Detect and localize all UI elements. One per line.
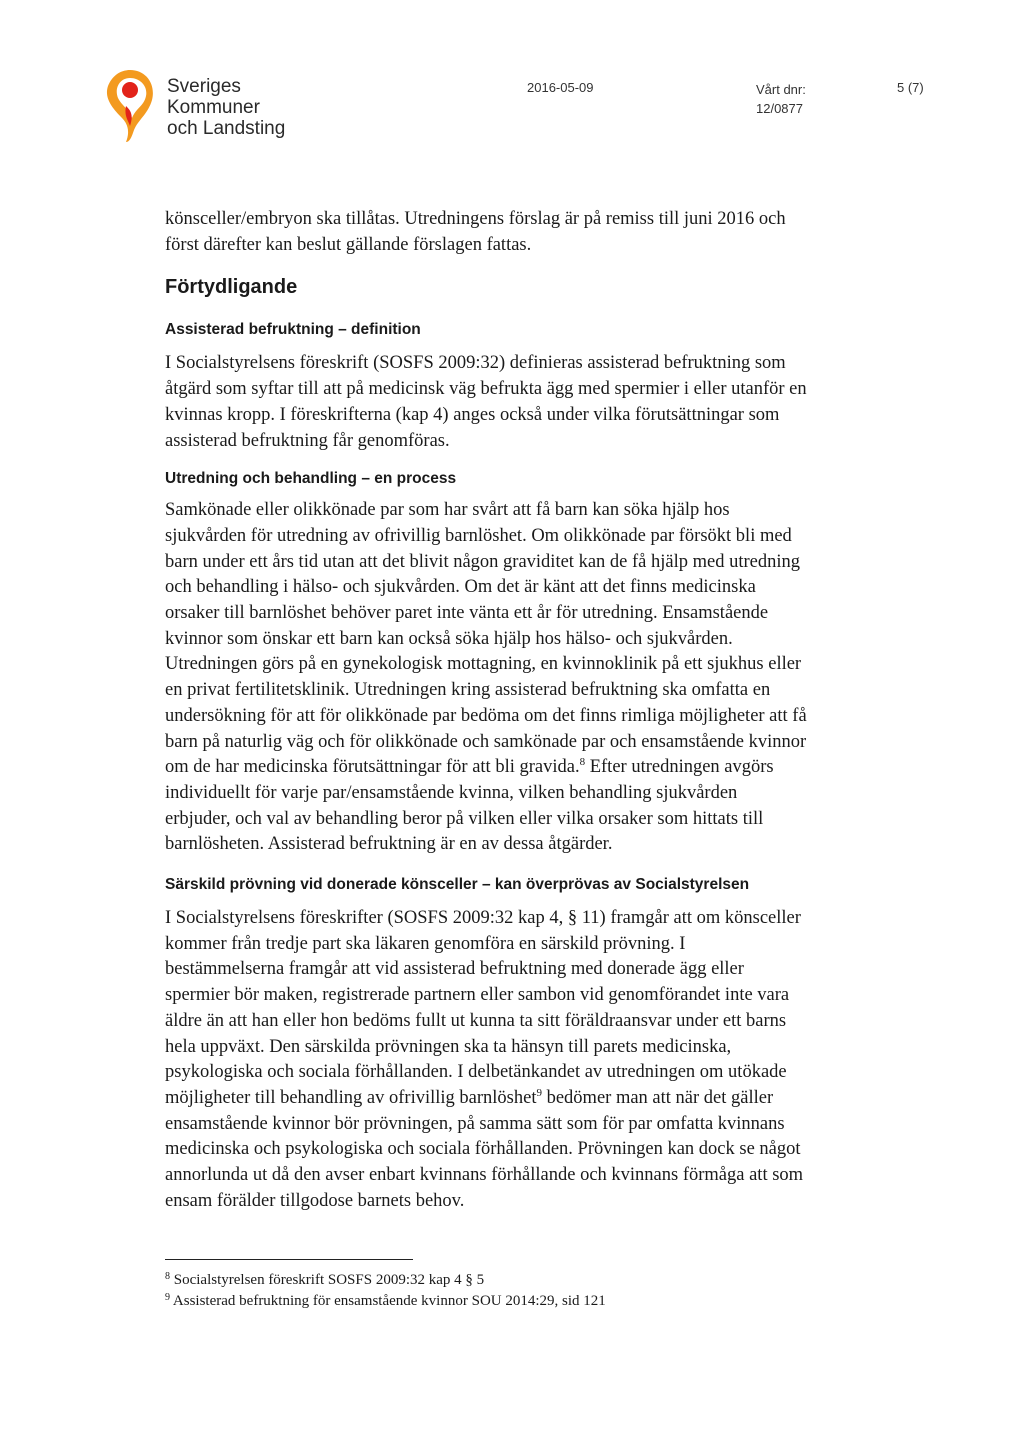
text-line: barn under ett års tid utan att det blivit någon graviditet kan de få hjälp med utredning: [165, 551, 800, 572]
text-line: äldre än att han eller hon bedöms fullt ut kunna ta sitt föräldraansvar under ett barns: [165, 1010, 787, 1031]
reference-number: 12/0877: [756, 101, 803, 116]
footnote-9: [165, 1291, 606, 1312]
text-line: I Socialstyrelsens föreskrift (SOSFS 2009:32) definieras assisterad befruktning som: [165, 353, 786, 374]
text-line: först därefter kan beslut gällande förslagen fattas.: [165, 234, 532, 255]
skl-logo-icon: [104, 66, 156, 144]
text-line: åtgärd som syftar till att på medicinsk väg befrukta ägg med spermier i eller utanför en: [165, 379, 807, 400]
text-line: könsceller/embryon ska tillåtas. Utredningens förslag är på remiss till juni 2016 och: [165, 209, 786, 229]
org-line-2: Kommuner: [167, 97, 260, 118]
text-line: spermier bör maken, registrerade partnern eller sambon vid genomförandet inte vara: [165, 985, 790, 1006]
special-review-paragraph: [165, 906, 905, 1214]
definition-paragraph: [165, 351, 905, 454]
text-line: kvinnas kropp. I föreskrifterna (kap 4) anges också under vilka förutsättningar som: [165, 404, 780, 425]
section-heading-main: Förtydligande: [165, 276, 298, 299]
text-line-with-footnote: [165, 1086, 905, 1112]
text-line: orsaker till barnlöshet behöver paret inte vänta ett år för utredning. Ensamstående: [165, 603, 769, 624]
reference: [756, 80, 806, 118]
text-fragment: möjligheter till behandling av ofrivillig barnlöshet: [165, 1087, 537, 1108]
text-fragment: bedömer man att när det gäller: [541, 1087, 774, 1108]
footnote-mark: 8: [165, 1271, 170, 1282]
footnote-mark: 9: [165, 1292, 170, 1303]
section-heading-definition: Assisterad befruktning – definition: [165, 321, 421, 339]
text-line: psykologiska och sociala förhållanden. I delbetänkandet av utredningen om utökade: [165, 1062, 787, 1083]
text-fragment: om de har medicinska förutsättningar för att bli gravida.: [165, 757, 580, 778]
footnotes: [165, 1270, 606, 1312]
text-line: sjukvården för utredning av ofrivillig barnlöshet. Om olikkönade par försökt bli med: [165, 525, 792, 546]
footnote-text: Assisterad befruktning för ensamstående kvinnor SOU 2014:29, sid 121: [170, 1293, 606, 1309]
text-line: bestämmelserna framgår att vid assisterad befruktning med donerade ägg eller: [165, 959, 744, 980]
text-line: Utredningen görs på en gynekologisk mottagning, en kvinnoklinik på ett sjukhus eller: [165, 654, 802, 675]
text-line: en privat fertilitetsklinik. Utredningen kring assisterad befruktning ska omfatta en: [165, 680, 771, 701]
page-number: 5 (7): [897, 80, 924, 95]
section-heading-special-review: Särskild prövning vid donerade könsceller – kan överprövas av Socialstyrelsen: [165, 876, 750, 894]
page-header: [0, 0, 1024, 150]
reference-label: Vårt dnr:: [756, 82, 806, 97]
section-heading-process: Utredning och behandling – en process: [165, 470, 457, 488]
text-line: assisterad befruktning får genomföras.: [165, 430, 450, 451]
footnote-separator: [165, 1259, 413, 1260]
intro-paragraph: [165, 207, 905, 258]
text-line: undersökning för att för olikkönade par bedöma om det finns rimliga möjligheter att få: [165, 705, 807, 726]
text-line: annorlunda ut då den avser enbart kvinnans förhållande och kvinnans förmåga att som: [165, 1165, 804, 1186]
text-line: ensamstående kvinnor bör prövningen, på samma sätt som för par omfatta kvinnans: [165, 1113, 785, 1134]
text-line: individuellt för varje par/ensamstående kvinna, vilken behandling sjukvården: [165, 782, 738, 803]
text-line: erbjuder, och val av behandling beror på vilken eller vilka orsaker som hittats till: [165, 808, 764, 829]
footnote-text: Socialstyrelsen föreskrift SOSFS 2009:32 kap 4 § 5: [170, 1272, 485, 1288]
footnote-8: [165, 1270, 606, 1291]
text-line: I Socialstyrelsens föreskrifter (SOSFS 2009:32 kap 4, § 11) framgår att om könsceller: [165, 908, 801, 929]
text-line: Samkönade eller olikkönade par som har svårt att få barn kan söka hjälp hos: [165, 500, 730, 521]
organization-name: [167, 76, 285, 139]
footnote-reference[interactable]: 9: [536, 1086, 542, 1099]
text-line: och behandling i hälso- och sjukvården. Om det är känt att det finns medicinska: [165, 577, 756, 598]
text-line: kommer från tredje part ska läkaren genomföra en särskild prövning. I: [165, 933, 686, 954]
text-line: barnlösheten. Assisterad befruktning är en av dessa åtgärder.: [165, 834, 613, 855]
text-line: medicinska och psykologiska och sociala förhållanden. Prövningen kan dock se något: [165, 1139, 801, 1160]
org-line-1: Sveriges: [167, 76, 241, 97]
document-body: [165, 207, 905, 1215]
footnote-reference[interactable]: 8: [579, 756, 586, 769]
text-line-with-footnote: [165, 755, 905, 781]
document-date: 2016-05-09: [527, 80, 594, 95]
org-line-3: och Landsting: [167, 118, 286, 139]
process-paragraph: [165, 498, 905, 858]
text-line: kvinnor som önskar ett barn kan också söka hjälp hos hälso- och sjukvården.: [165, 628, 733, 649]
text-fragment: Efter utredningen avgörs: [585, 757, 774, 778]
text-line: hela uppväxt. Den särskilda prövningen ska ta hänsyn till parets medicinska,: [165, 1036, 732, 1057]
text-line: barn på naturlig väg och för olikkönade och samkönade par och ensamstående kvinnor: [165, 731, 807, 752]
text-line: ensam förälder tillgodose barnets behov.: [165, 1190, 465, 1211]
